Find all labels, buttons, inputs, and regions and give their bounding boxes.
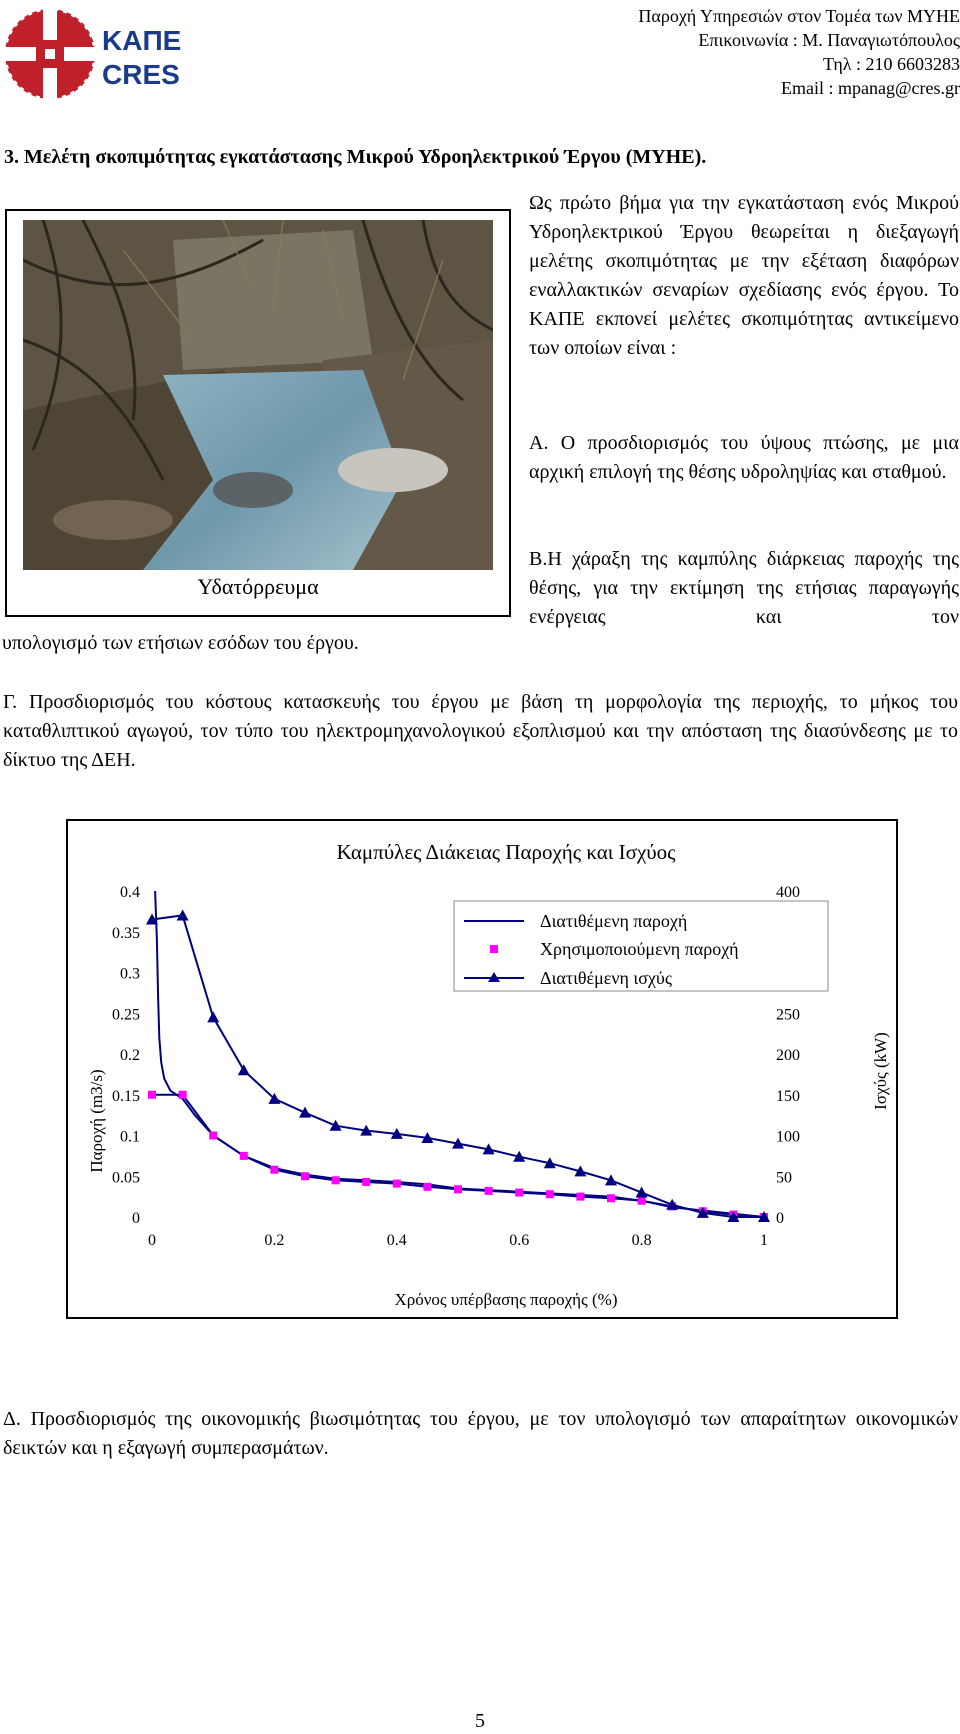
x-tick-label: 0.2 <box>264 1232 285 1249</box>
photo-caption: Υδατόρρευμα <box>197 574 319 599</box>
legend-label-available-flow: Διατιθέμενη παροχή <box>540 911 688 931</box>
y2-tick-label: 400 <box>776 884 800 901</box>
intro-paragraph: Ως πρώτο βήμα για την εγκατάσταση ενός Μικρού Υδροηλεκτρικού Έργου θεωρείται η διεξαγωγή μελέτης σκοπιμότητας με την εξέταση διαφόρων εναλλακτικών σεναρίων σχεδίασης ενός έργου. Το ΚΑΠΕ εκπονεί μελέτες σκοπιμότητας αντικείμενο των οποίων είναι : <box>529 192 959 359</box>
data-point-square <box>607 1194 615 1202</box>
data-point-square <box>454 1185 462 1193</box>
x-tick-label: 0 <box>148 1232 156 1249</box>
header-line-service: Παροχή Υπηρεσιών στον Τομέα των ΜΥΗΕ <box>638 6 960 26</box>
y-tick-label: 0.15 <box>112 1087 140 1105</box>
data-point-square <box>301 1172 309 1180</box>
y-tick-label: 0.35 <box>112 924 140 942</box>
logo-emblem <box>4 8 96 100</box>
y2-axis-label: Ισχύς (kW) <box>871 1032 890 1110</box>
data-point-square <box>485 1187 493 1195</box>
item-b-paragraph: Β.Η χάραξη της καμπύλης διάρκειας παροχής της θέσης, για την εκτίμηση της ετήσιας παραγωγής ενέργειας και τον <box>529 548 959 628</box>
x-axis-label: Χρόνος υπέρβασης παροχής (%) <box>394 1290 618 1309</box>
stream-photo <box>23 220 493 570</box>
item-c-paragraph: Γ. Προσδιορισμός του κόστους κατασκευής του έργου με βάση τη μορφολογία της περιοχής, το μήκος του καταθλιπτικού αγωγού, τον τύπο του ηλεκτρομηχανολογικού εξοπλισμού και την απόσταση της διασύνδεσης με το δίκτυο της ΔΕΗ. <box>3 691 958 771</box>
legend-label-available-power: Διατιθέμενη ισχύς <box>540 968 672 988</box>
data-point-square <box>576 1193 584 1201</box>
data-point-triangle <box>636 1187 648 1198</box>
x-tick-label: 0.4 <box>386 1232 407 1249</box>
data-point-square <box>423 1183 431 1191</box>
data-point-square <box>546 1190 554 1198</box>
data-point-triangle <box>299 1107 311 1118</box>
data-point-square <box>209 1132 217 1140</box>
page-number: 5 <box>475 1710 485 1732</box>
data-point-square <box>179 1091 187 1099</box>
cres-logo <box>2 6 190 102</box>
item-d-paragraph: Δ. Προσδιορισμός της οικονομικής βιωσιμότητας του έργου, με τον υπολογισμό των απαραίτητων οικονομικών δεικτών και η εξαγωγή συμπερασμάτων. <box>3 1408 958 1459</box>
header-line-contact: Επικοινωνία : Μ. Παναγιωτόπουλος <box>698 30 960 50</box>
x-tick-label: 1 <box>760 1232 768 1249</box>
x-tick-label: 0.6 <box>509 1232 530 1249</box>
y2-tick-label: 50 <box>776 1169 792 1187</box>
data-point-square <box>515 1189 523 1197</box>
y2-tick-label: 250 <box>776 1006 800 1024</box>
y-axis-ticks <box>112 884 140 1227</box>
data-point-square <box>240 1152 248 1160</box>
legend-marker-square <box>490 945 498 953</box>
x-tick-label: 0.8 <box>631 1232 652 1249</box>
y-tick-label: 0.4 <box>120 884 140 901</box>
chart-title: Καμπύλες Διάκειας Παροχής και Ισχύος <box>336 840 676 864</box>
chart-legend <box>454 901 828 991</box>
data-point-square <box>148 1091 156 1099</box>
y-tick-label: 0.3 <box>120 965 140 983</box>
logo-text-bottom: CRES <box>102 59 180 90</box>
y-tick-label: 0.05 <box>112 1169 140 1187</box>
header-line-phone: Τηλ : 210 6603283 <box>823 54 960 74</box>
logo-text-top: ΚΑΠΕ <box>102 25 182 56</box>
data-point-triangle <box>207 1011 219 1022</box>
header-contact <box>638 4 960 100</box>
data-point-triangle <box>330 1120 342 1131</box>
data-point-square <box>270 1166 278 1174</box>
y2-tick-label: 0 <box>776 1210 784 1227</box>
y2-tick-label: 150 <box>776 1087 800 1105</box>
data-point-square <box>393 1180 401 1188</box>
header-line-email[interactable]: Email : mpanag@cres.gr <box>780 78 960 98</box>
data-point-triangle <box>238 1064 250 1075</box>
y-axis-label: Παροχή (m3/s) <box>87 1069 106 1173</box>
y-tick-label: 0 <box>132 1210 140 1227</box>
y2-tick-label: 200 <box>776 1047 800 1064</box>
section-title: 3. Μελέτη σκοπιμότητας εγκατάστασης Μικρού Υδροηλεκτρικού Έργου (ΜΥΗΕ). <box>4 146 707 168</box>
photo-frame <box>5 209 511 617</box>
y-tick-label: 0.25 <box>112 1006 140 1024</box>
item-b-continuation: υπολογισμό των ετήσιων εσόδων του έργου. <box>2 632 359 654</box>
data-point-triangle <box>177 909 189 920</box>
data-point-triangle <box>666 1199 678 1210</box>
y2-tick-label: 100 <box>776 1128 800 1146</box>
y-tick-label: 0.1 <box>120 1128 140 1146</box>
y-tick-label: 0.2 <box>120 1047 140 1064</box>
data-point-square <box>332 1176 340 1184</box>
data-point-square <box>362 1178 370 1186</box>
legend-label-used-flow: Χρησιμοποιούμενη παροχή <box>540 939 739 959</box>
data-point-square <box>638 1197 646 1205</box>
duration-curve-chart <box>66 819 898 1319</box>
x-axis-ticks <box>148 1232 768 1249</box>
item-a-paragraph: Α. Ο προσδιορισμός του ύψους πτώσης, με μια αρχική επιλογή της θέσης υδροληψίας και σταθμού. <box>529 432 959 483</box>
